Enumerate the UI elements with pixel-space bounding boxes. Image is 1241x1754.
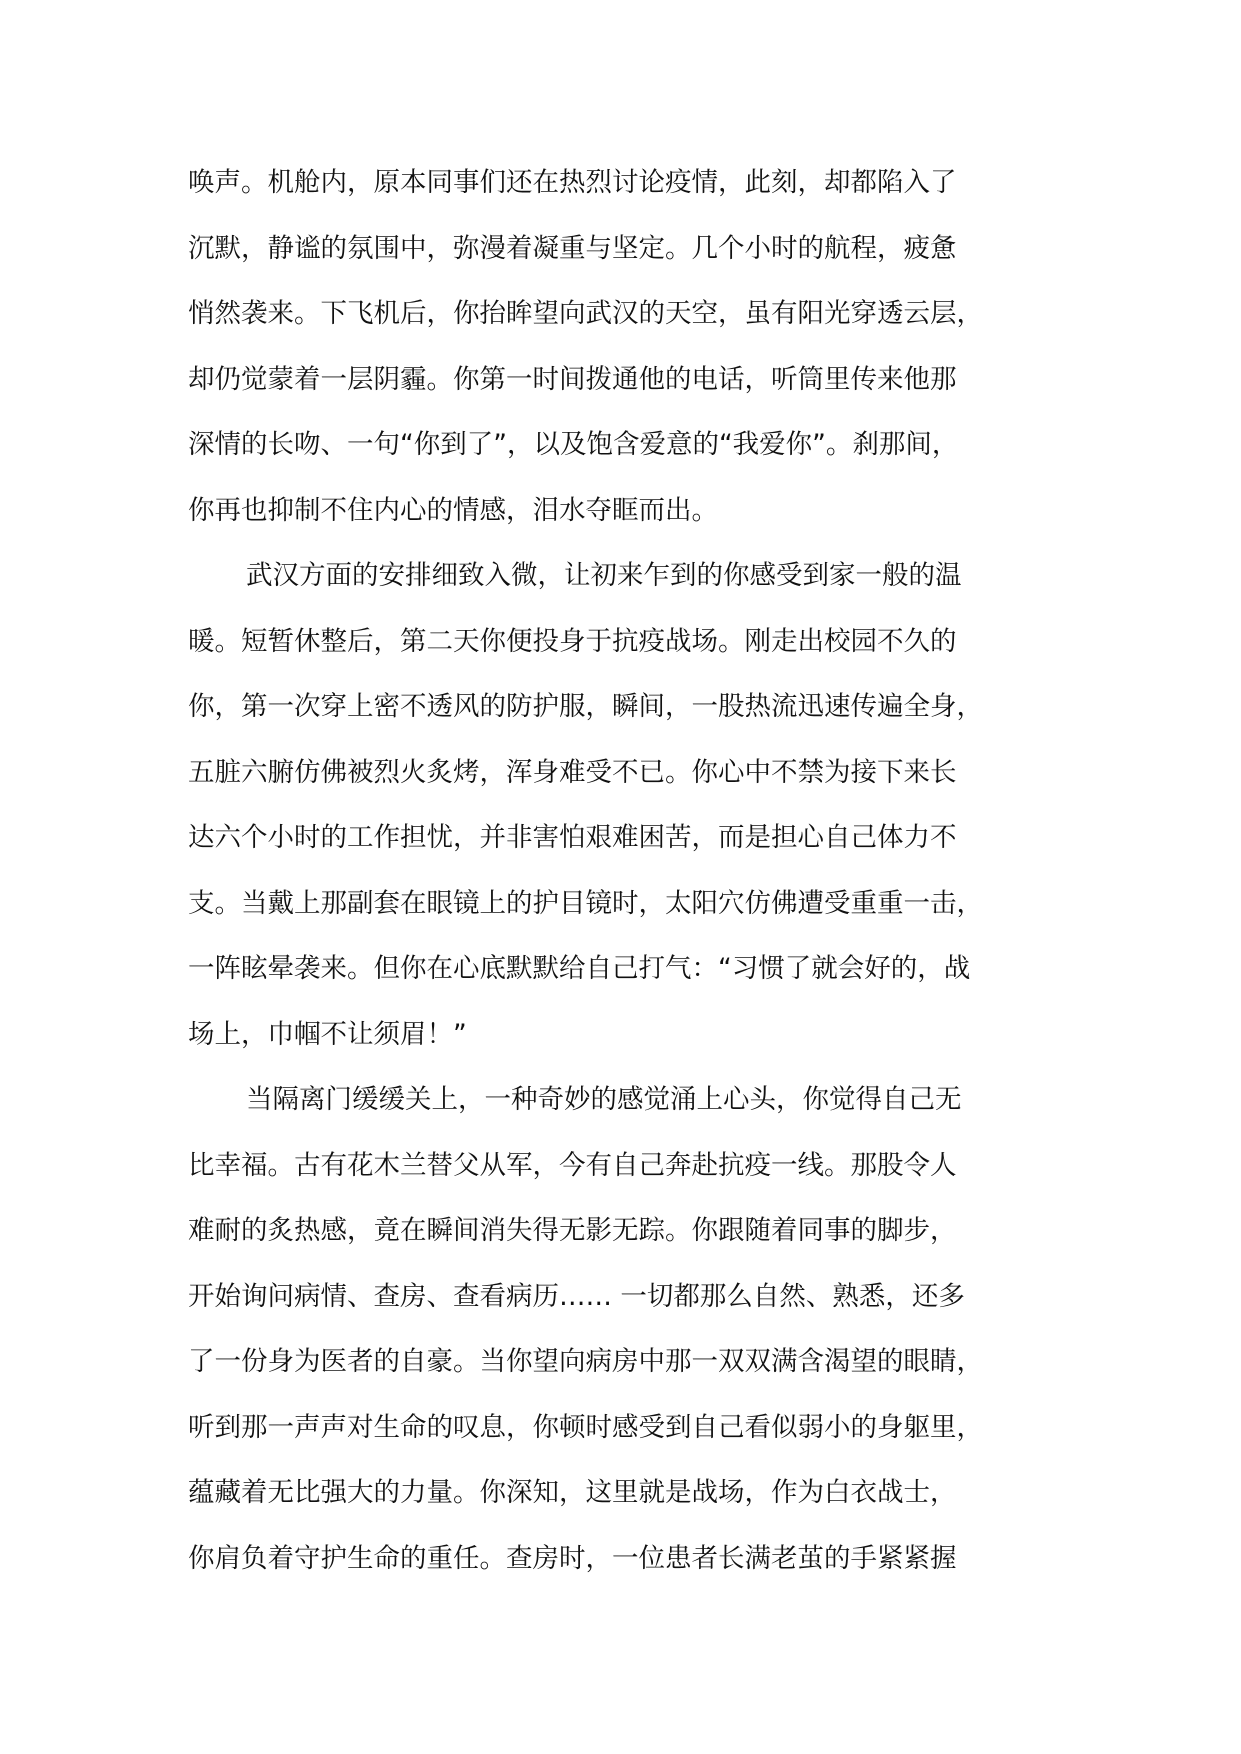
text-line: 当隔离门缓缓关上，一种奇妙的感觉涌上心头，你觉得自己无 [246, 1084, 962, 1115]
text-line: 场上，巾帼不让须眉！” [188, 1018, 467, 1050]
text-line: 你再也抑制不住内心的情感，泪水夺眶而出。 [188, 494, 718, 526]
text-line: 暖。短暂休整后，第二天你便投身于抗疫战场。刚走出校园不久的 [188, 625, 957, 657]
text-line: 武汉方面的安排细致入微，让初来乍到的你感受到家一般的温 [246, 560, 962, 591]
document-body [188, 150, 1053, 1591]
text-line: 沉默，静谧的氛围中，弥漫着凝重与坚定。几个小时的航程，疲惫 [188, 232, 957, 264]
paragraph-1 [188, 150, 1053, 543]
text-line: 深情的长吻、一句“你到了”，以及饱含爱意的“我爱你”。刹那间， [188, 429, 959, 460]
text-line: 你，第一次穿上密不透风的防护服，瞬间，一股热流迅速传遍全身， [188, 691, 983, 722]
text-line: 开始询问病情、查房、查看病历…… 一切都那么自然、熟悉，还多 [188, 1280, 965, 1312]
text-line: 你肩负着守护生命的重任。查房时，一位患者长满老茧的手紧紧握 [188, 1542, 957, 1574]
paragraph-2 [188, 543, 1053, 1067]
text-line: 却仍觉蒙着一层阴霾。你第一时间拨通他的电话，听筒里传来他那 [188, 363, 957, 395]
text-line: 支。当戴上那副套在眼镜上的护目镜时，太阳穴仿佛遭受重重一击， [188, 887, 983, 919]
text-line: 蕴藏着无比强大的力量。你深知，这里就是战场，作为白衣战士， [188, 1477, 957, 1508]
paragraph-3 [188, 1067, 1053, 1591]
text-line: 一阵眩晕袭来。但你在心底默默给自己打气：“习惯了就会好的，战 [188, 953, 971, 984]
text-line: 了一份身为医者的自豪。当你望向病房中那一双双满含渴望的眼睛， [188, 1346, 983, 1377]
text-line: 难耐的炙热感，竟在瞬间消失得无影无踪。你跟随着同事的脚步， [188, 1215, 957, 1246]
text-line: 听到那一声声对生命的叹息，你顿时感受到自己看似弱小的身躯里， [188, 1411, 983, 1443]
text-line: 五脏六腑仿佛被烈火炙烤，浑身难受不已。你心中不禁为接下来长 [188, 756, 957, 788]
text-line: 唤声。机舱内，原本同事们还在热烈讨论疫情，此刻，却都陷入了 [188, 167, 957, 198]
text-line: 比幸福。古有花木兰替父从军，今有自己奔赴抗疫一线。那股令人 [188, 1149, 957, 1181]
text-line: 达六个小时的工作担忧，并非害怕艰难困苦，而是担心自己体力不 [188, 822, 957, 853]
text-line: 悄然袭来。下飞机后，你抬眸望向武汉的天空，虽有阳光穿透云层， [188, 298, 983, 329]
